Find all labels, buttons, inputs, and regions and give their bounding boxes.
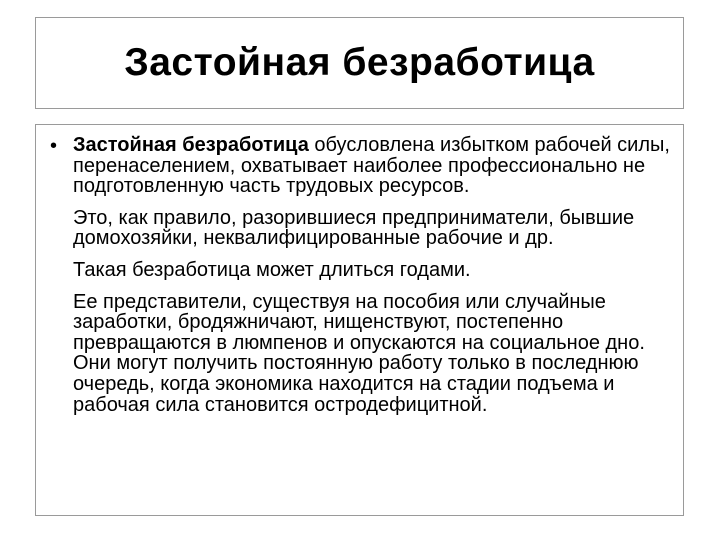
title-box — [35, 17, 684, 109]
paragraph-2: Это, как правило, разорившиеся предприниматели, бывшие домохозяйки, неквалифицированные рабочие и др. — [73, 206, 635, 250]
content-box — [35, 124, 684, 516]
paragraph-3: Такая безработица может длиться годами. — [73, 258, 471, 281]
slide-title: Застойная безработица — [124, 40, 595, 84]
paragraph-1 — [73, 135, 679, 197]
body-text — [73, 135, 679, 426]
lead-term: Застойная безработица — [73, 134, 309, 156]
paragraph-4: Ее представители, существуя на пособия или случайные заработки, бродяжничают, нищенствуют, постепенно превращаются в люмпенов и опускаются на социальное дно. Они могут получить постоянную работу только в последнюю очередь, когда экономика находится на стадии подъема и рабочая сила становится остродефицитной. — [73, 290, 645, 416]
bullet-icon: • — [50, 135, 58, 157]
paragraph-1-text: обусловлена избытком рабочей силы, перенаселением, охватывает наиболее профессионально не подготовленную часть трудовых ресурсов. — [73, 134, 670, 198]
